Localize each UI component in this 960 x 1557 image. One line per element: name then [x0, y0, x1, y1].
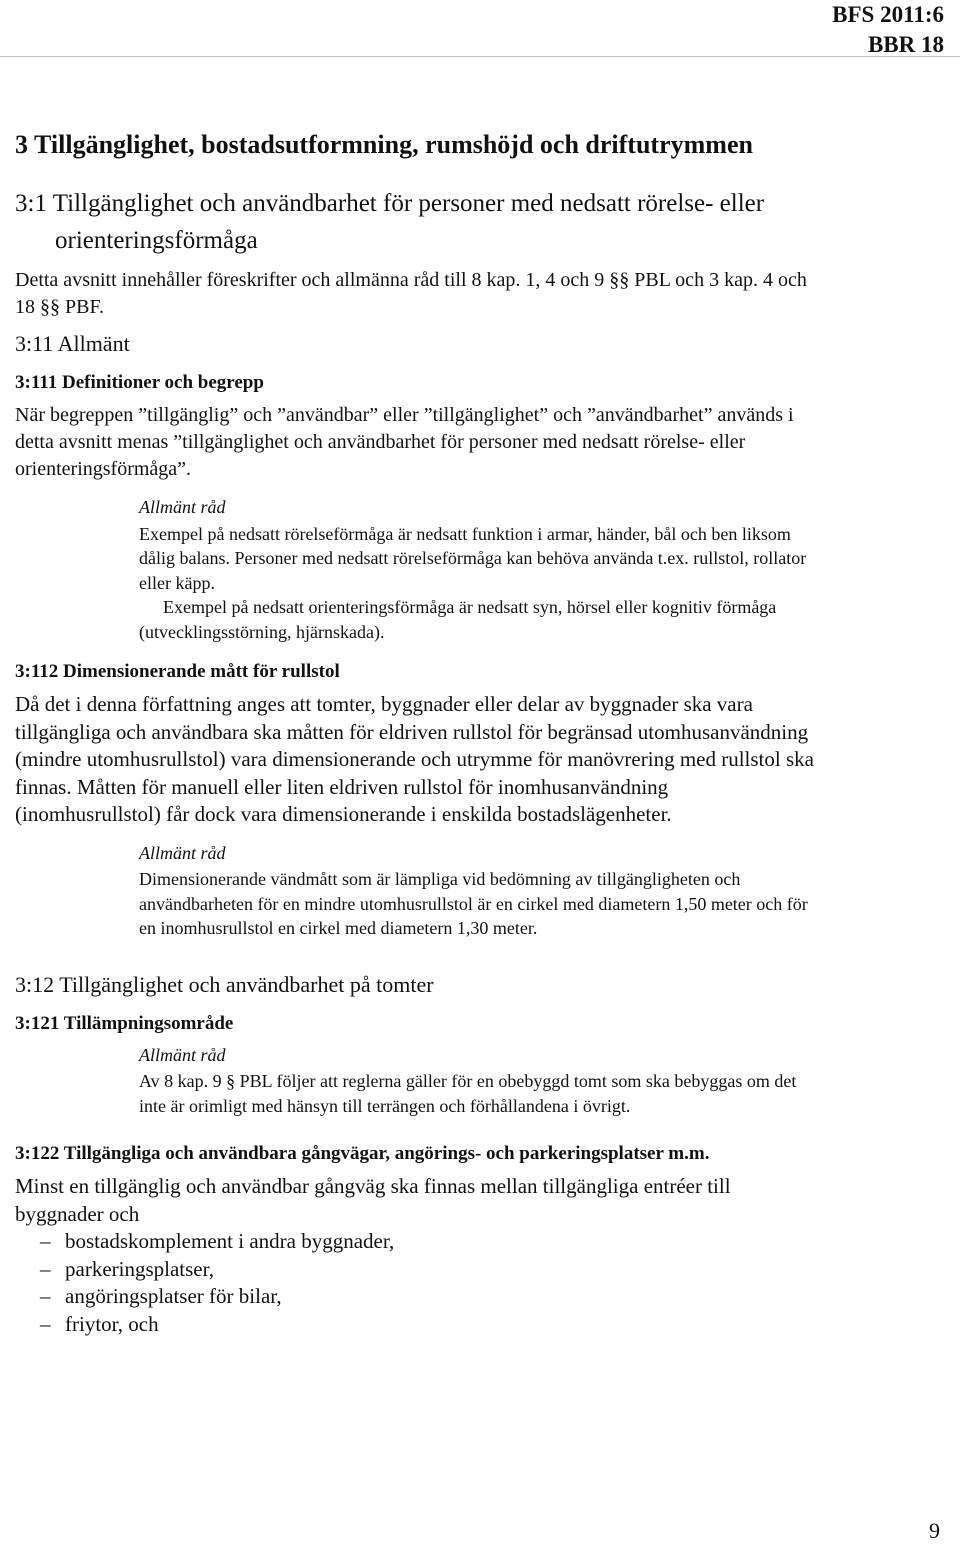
advice-paragraph: Exempel på nedsatt rörelseförmåga är nedsatt funktion i armar, händer, bål och ben liksom dålig balans. Personer med nedsatt rörelseförmåga kan behöva använda t.ex. rullstol, rollator eller käpp. — [139, 523, 807, 593]
section-3-111-body: När begreppen ”tillgänglig” och ”användbar” eller ”tillgänglighet” och ”användbarhet” används i detta avsnitt menas ”tillgänglighet och användbarhet för personer med nedsatt rörelse- eller orienteringsförmåga”. — [15, 404, 794, 480]
list-dash: – — [40, 1256, 51, 1281]
page-content — [15, 126, 815, 1338]
section-3-121-heading: 3:121 Tillämpningsområde — [15, 1012, 234, 1034]
advice-label: Allmänt råd — [139, 842, 226, 863]
list-dash: – — [40, 1229, 51, 1253]
advice-paragraph: Av 8 kap. 9 § PBL följer att reglerna gäller för en obebyggd tomt som ska bebyggas om det inte är orimligt med hänsyn till terrängen och förhållandena i övrigt. — [139, 1071, 797, 1116]
list-dash: – — [40, 1284, 51, 1308]
advice-label: Allmänt råd — [139, 1044, 226, 1065]
general-advice-3-111 — [139, 495, 815, 644]
section-3-122-body: Minst en tillgänglig och användbar gångväg ska finnas mellan tillgängliga entréer till byggnader och — [15, 1174, 731, 1226]
chapter-title: 3 Tillgänglighet, bostadsutformning, rumshöjd och driftutrymmen — [15, 130, 753, 159]
header-code: BBR 18 — [867, 32, 944, 57]
header-doc-id: BFS 2011:6 — [832, 2, 944, 27]
general-advice-3-121 — [139, 1043, 815, 1119]
section-3-12-heading: 3:12 Tillgänglighet och användbarhet på tomter — [15, 971, 434, 997]
section-3-11-heading: 3:11 Allmänt — [15, 331, 130, 356]
list-item: – friytor, och — [15, 1311, 815, 1339]
section-3-111-heading: 3:111 Definitioner och begrepp — [15, 372, 264, 393]
list-item: – bostadskomplement i andra byggnader, — [15, 1228, 815, 1256]
section-3-1-heading: 3:1 Tillgänglighet och användbarhet för personer med nedsatt rörelse- eller orienteringsförmåga — [15, 190, 765, 254]
section-3-1-intro: Detta avsnitt innehåller föreskrifter och allmänna råd till 8 kap. 1, 4 och 9 §§ PBL och 3 kap. 4 och 18 §§ PBF. — [15, 269, 807, 318]
list-item: – angöringsplatser för bilar, — [15, 1283, 815, 1311]
list-item: – parkeringsplatser, — [15, 1256, 815, 1284]
destination-list — [15, 1228, 815, 1338]
advice-paragraph: Exempel på nedsatt orienteringsförmåga är nedsatt syn, hörsel eller kognitiv förmåga (utvecklingsstörning, hjärnskada). — [139, 597, 777, 642]
advice-paragraph: Dimensionerande vändmått som är lämpliga vid bedömning av tillgängligheten och användbarheten för en mindre utomhusrullstol är en cirkel med diametern 1,50 meter och för en inomhusrullstol en cirkel med diametern 1,30 meter. — [139, 869, 808, 938]
section-3-112-body: Då det i denna författning anges att tomter, byggnader eller delar av byggnader ska vara tillgängliga och användbara ska måtten för eldriven rullstol för begränsad utomhusanvändning (mindre utomhusrullstol) vara dimensionerande och utrymme för manövrering med rullstol ska finnas. Måtten för manuell eller liten eldriven rullstol för inomhusanvändning (inomhusrullstol) får dock vara dimensionerande i enskilda bostadslägenheter. — [15, 692, 814, 826]
section-3-112-heading: 3:112 Dimensionerande mått för rullstol — [15, 661, 340, 682]
page-number: 9 — [929, 1518, 940, 1543]
section-3-122-heading: 3:122 Tillgängliga och användbara gångvägar, angörings- och parkeringsplatser m.m. — [15, 1143, 710, 1164]
advice-label: Allmänt råd — [139, 497, 226, 517]
running-header — [832, 0, 944, 60]
general-advice-3-112 — [139, 841, 815, 941]
list-dash: – — [40, 1311, 51, 1336]
header-rule — [0, 56, 960, 57]
